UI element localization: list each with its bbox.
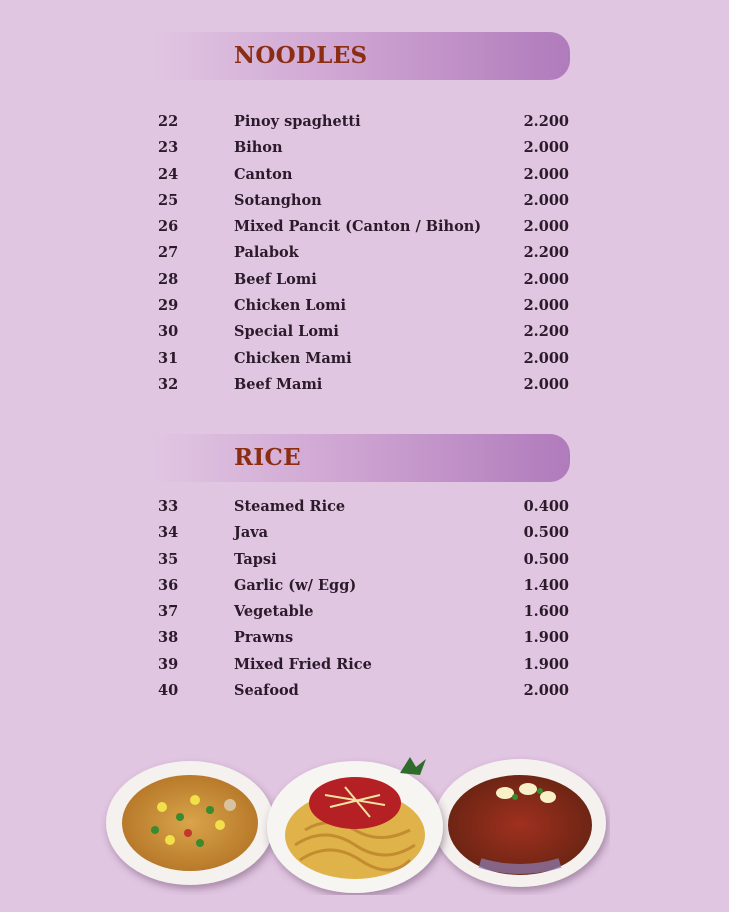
item-name: Seafood — [234, 682, 299, 700]
section-title-noodles: NOODLES — [234, 42, 368, 69]
menu-item-row — [0, 573, 729, 599]
item-number: 33 — [158, 498, 179, 515]
item-price: 2.000 — [523, 139, 569, 157]
item-number: 30 — [158, 323, 179, 341]
item-number: 36 — [158, 576, 179, 594]
item-price: 2.000 — [523, 297, 569, 315]
item-number: 23 — [158, 139, 179, 157]
menu-item-row — [0, 319, 729, 345]
item-number: 29 — [158, 297, 179, 315]
item-number: 38 — [158, 629, 179, 647]
item-number: 22 — [158, 113, 179, 130]
item-price: 2.000 — [523, 191, 569, 209]
item-price: 2.000 — [523, 682, 569, 700]
item-number: 32 — [158, 375, 179, 393]
menu-item-row — [0, 599, 729, 625]
item-price: 0.400 — [523, 498, 569, 515]
noodles-banner — [150, 32, 570, 80]
item-price: 2.200 — [523, 244, 569, 262]
spaghetti-plate — [267, 757, 443, 893]
item-price: 1.900 — [523, 629, 569, 647]
item-name: Prawns — [234, 629, 294, 647]
menu-item-row — [0, 109, 729, 135]
item-name: Chicken Lomi — [234, 297, 346, 315]
item-number: 31 — [158, 349, 179, 367]
menu-item-row — [0, 678, 729, 704]
item-name: Canton — [234, 165, 293, 183]
menu-item-row — [0, 625, 729, 651]
menu-item-row — [0, 494, 729, 520]
item-number: 37 — [158, 603, 179, 621]
item-price: 2.000 — [523, 349, 569, 367]
item-number: 34 — [158, 524, 179, 542]
menu-item-row — [0, 293, 729, 319]
menu-item-row — [0, 652, 729, 678]
item-price: 2.000 — [523, 165, 569, 183]
menu-item-row — [0, 240, 729, 266]
item-name: Vegetable — [234, 603, 314, 621]
item-price: 1.900 — [523, 655, 569, 673]
menu-item-row — [0, 214, 729, 240]
item-name: Sotanghon — [234, 191, 322, 209]
item-name: Garlic (w/ Egg) — [234, 576, 357, 594]
item-number: 26 — [158, 218, 179, 236]
palabok-plate — [434, 759, 606, 887]
rice-banner — [150, 434, 570, 482]
item-name: Tapsi — [234, 550, 277, 568]
item-name: Steamed Rice — [234, 498, 346, 515]
menu-item-row — [0, 372, 729, 398]
item-name: Mixed Pancit (Canton / Bihon) — [234, 218, 482, 236]
item-price: 2.000 — [523, 270, 569, 288]
item-price: 0.500 — [523, 550, 569, 568]
menu-item-row — [0, 162, 729, 188]
item-price: 2.200 — [523, 113, 569, 130]
menu-item-row — [0, 547, 729, 573]
item-price: 1.600 — [523, 603, 569, 621]
item-name: Bihon — [234, 139, 283, 157]
item-price: 2.200 — [523, 323, 569, 341]
item-price: 1.400 — [523, 576, 569, 594]
item-name: Mixed Fried Rice — [234, 655, 372, 673]
item-number: 27 — [158, 244, 179, 262]
menu-item-row — [0, 267, 729, 293]
item-number: 39 — [158, 655, 179, 673]
item-name: Palabok — [234, 244, 299, 262]
item-number: 28 — [158, 270, 179, 288]
item-name: Beef Mami — [234, 375, 323, 393]
item-number: 35 — [158, 550, 179, 568]
item-price: 2.000 — [523, 218, 569, 236]
item-name: Pinoy spaghetti — [234, 113, 361, 130]
item-number: 25 — [158, 191, 179, 209]
item-name: Chicken Mami — [234, 349, 352, 367]
item-name: Special Lomi — [234, 323, 339, 341]
item-price: 0.500 — [523, 524, 569, 542]
item-number: 40 — [158, 682, 179, 700]
dish-photos — [100, 745, 610, 895]
item-price: 2.000 — [523, 375, 569, 393]
menu-item-row — [0, 135, 729, 161]
menu-item-row — [0, 346, 729, 372]
menu-item-row — [0, 520, 729, 546]
section-title-rice: RICE — [234, 444, 301, 471]
item-name: Java — [234, 524, 269, 542]
noodles-menu-list — [0, 109, 729, 398]
rice-menu-list — [0, 494, 729, 704]
item-number: 24 — [158, 165, 179, 183]
menu-item-row — [0, 188, 729, 214]
fried-rice-plate — [106, 761, 274, 885]
item-name: Beef Lomi — [234, 270, 317, 288]
